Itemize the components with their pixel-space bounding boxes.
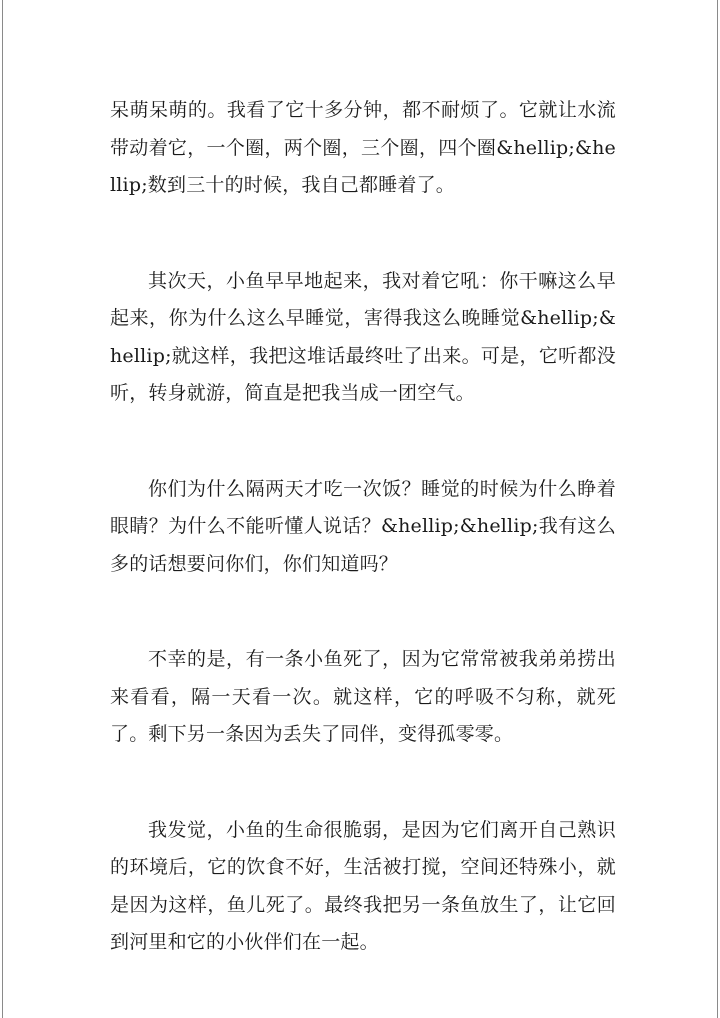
paragraph-2: 其次天，小鱼早早地起来，我对着它吼：你干嘛这么早起来，你为什么这么早睡觉，害得我这么晚睡觉&hellip;&hellip;就这样，我把这堆话最终吐了出来。可是，它听都没听，转身就游，简直是把我当成一团空气。 <box>110 269 616 404</box>
paragraph-4: 不幸的是，有一条小鱼死了，因为它常常被我弟弟捞出来看看，隔一天看一次。就这样，它的呼吸不匀称，就死了。剩下另一条因为丢失了同伴，变得孤零零。 <box>110 648 616 745</box>
paragraph-gap <box>110 205 616 263</box>
paragraph-gap <box>110 583 616 641</box>
paragraph-1: 呆萌呆萌的。我看了它十多分钟，都不耐烦了。它就让水流带动着它，一个圈，两个圈，三个圈，四个圈&hellip;&hellip;数到三十的时候，我自己都睡着了。 <box>110 99 616 196</box>
paragraph-3: 你们为什么隔两天才吃一次饭？睡觉的时候为什么睁着眼睛？为什么不能听懂人说话？&hellip;&hellip;我有这么多的话想要问你们，你们知道吗？ <box>110 477 616 575</box>
document-body <box>110 92 616 962</box>
paragraph-gap <box>110 413 616 471</box>
paragraph-gap <box>110 754 616 812</box>
paragraph-5: 我发觉，小鱼的生命很脆弱，是因为它们离开自己熟识的环境后，它的饮食不好，生活被打搅，空间还特殊小，就是因为这样，鱼儿死了。最终我把另一条鱼放生了，让它回到河里和它的小伙伴们在一起。 <box>110 818 616 953</box>
